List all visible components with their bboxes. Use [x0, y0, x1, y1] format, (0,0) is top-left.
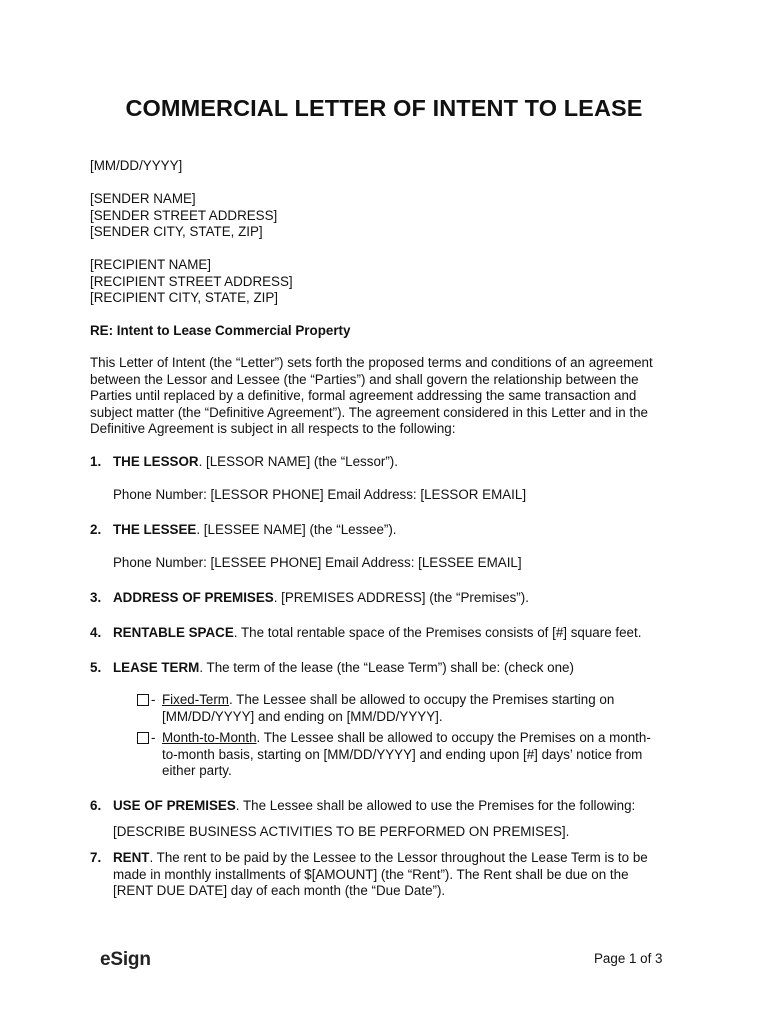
item-text-rent-3: [RENT DUE DATE] day of each month (the “Due Date”). — [113, 883, 446, 898]
item-number-lessor: 1. — [90, 454, 102, 469]
item-use — [113, 798, 683, 815]
intro-line: Parties until replaced by a definitive, formal agreement addressing the same transaction and — [90, 388, 637, 403]
fixed-term-text: . The Lessee shall be allowed to occupy the Premises starting on — [228, 692, 615, 707]
recipient-city: [RECIPIENT CITY, STATE, ZIP] — [90, 290, 278, 305]
fixed-term-option — [162, 692, 672, 725]
lessor-contact: Phone Number: [LESSOR PHONE] Email Address: [LESSOR EMAIL] — [113, 487, 527, 502]
item-number-space: 4. — [90, 625, 102, 640]
sender-name: [SENDER NAME] — [90, 191, 196, 206]
item-number-premises: 3. — [90, 590, 102, 605]
document-title: COMMERCIAL LETTER OF INTENT TO LEASE — [125, 95, 643, 121]
sender-street: [SENDER STREET ADDRESS] — [90, 207, 278, 223]
item-space — [113, 625, 683, 642]
intro-line: subject matter (the “Definitive Agreement”). The agreement considered in this Letter and in the — [90, 404, 648, 420]
month-to-month-text-3: either party. — [162, 763, 232, 778]
date-line: [MM/DD/YYYY] — [90, 158, 183, 173]
item-number-rent: 7. — [90, 850, 102, 865]
item-heading-lessor: THE LESSOR — [113, 454, 199, 469]
item-rent — [113, 850, 683, 900]
item-text-term: . The term of the lease (the “Lease Term”) shall be: (check one) — [199, 660, 574, 675]
item-heading-premises: ADDRESS OF PREMISES — [113, 590, 274, 605]
sender-block — [90, 191, 277, 241]
item-number-use: 6. — [90, 798, 102, 813]
recipient-name: [RECIPIENT NAME] — [90, 257, 212, 272]
item-number-lessee: 2. — [90, 522, 102, 537]
item-text-rent: . The rent to be paid by the Lessee to the Lessor throughout the Lease Term is to be — [149, 850, 648, 865]
month-to-month-label: Month-to-Month — [162, 730, 257, 745]
item-heading-rent: RENT — [113, 850, 150, 865]
item-text-use: . The Lessee shall be allowed to use the Premises for the following: — [235, 798, 636, 813]
item-text-premises: . [PREMISES ADDRESS] (the “Premises”). — [273, 590, 529, 605]
month-to-month-dash: - — [151, 730, 156, 745]
item-heading-lessee: THE LESSEE — [113, 522, 197, 537]
fixed-term-label: Fixed-Term — [162, 692, 229, 707]
item-heading-use: USE OF PREMISES — [113, 798, 236, 813]
intro-line: This Letter of Intent (the “Letter”) sets forth the proposed terms and conditions of an agreement — [90, 355, 653, 370]
lessee-contact: Phone Number: [LESSEE PHONE] Email Address: [LESSEE EMAIL] — [113, 555, 522, 570]
item-text-rent-2: made in monthly installments of $[AMOUNT] (the “Rent”). The Rent shall be due on the — [113, 866, 629, 882]
item-heading-term: LEASE TERM — [113, 660, 200, 675]
esign-logo: eSign — [100, 949, 151, 970]
month-to-month-checkbox[interactable] — [137, 732, 149, 744]
intro-line: between the Lessor and Lessee (the “Parties”) and shall govern the relationship between the — [90, 371, 639, 387]
item-number-term: 5. — [90, 660, 102, 675]
page-number: Page 1 of 3 — [594, 951, 663, 966]
intro-line: Definitive Agreement is subject in all respects to the following: — [90, 421, 456, 436]
item-text-lessee: . [LESSEE NAME] (the “Lessee”). — [196, 522, 397, 537]
item-text-lessor: . [LESSOR NAME] (the “Lessor”). — [198, 454, 398, 469]
item-lessee — [113, 522, 683, 539]
month-to-month-text-2: to-month basis, starting on [MM/DD/YYYY] and ending upon [#] days’ notice from — [162, 746, 643, 762]
item-lessor — [113, 454, 683, 471]
sender-city: [SENDER CITY, STATE, ZIP] — [90, 224, 263, 239]
fixed-term-text-2: [MM/DD/YYYY] and ending on [MM/DD/YYYY]. — [162, 708, 443, 724]
recipient-block — [90, 257, 293, 307]
month-to-month-option — [162, 730, 672, 780]
item-heading-space: RENTABLE SPACE — [113, 625, 234, 640]
item-text-space: . The total rentable space of the Premises consists of [#] square feet. — [233, 625, 642, 640]
re-line: RE: Intent to Lease Commercial Property — [90, 323, 351, 338]
fixed-term-checkbox[interactable] — [137, 694, 149, 706]
fixed-term-dash: - — [151, 692, 156, 707]
month-to-month-text: . The Lessee shall be allowed to occupy the Premises on a month- — [256, 730, 651, 745]
intro-paragraph — [90, 355, 690, 438]
item-term — [113, 660, 683, 677]
recipient-street: [RECIPIENT STREET ADDRESS] — [90, 273, 293, 289]
item-premises — [113, 590, 683, 607]
use-detail: [DESCRIBE BUSINESS ACTIVITIES TO BE PERFORMED ON PREMISES]. — [113, 824, 570, 839]
